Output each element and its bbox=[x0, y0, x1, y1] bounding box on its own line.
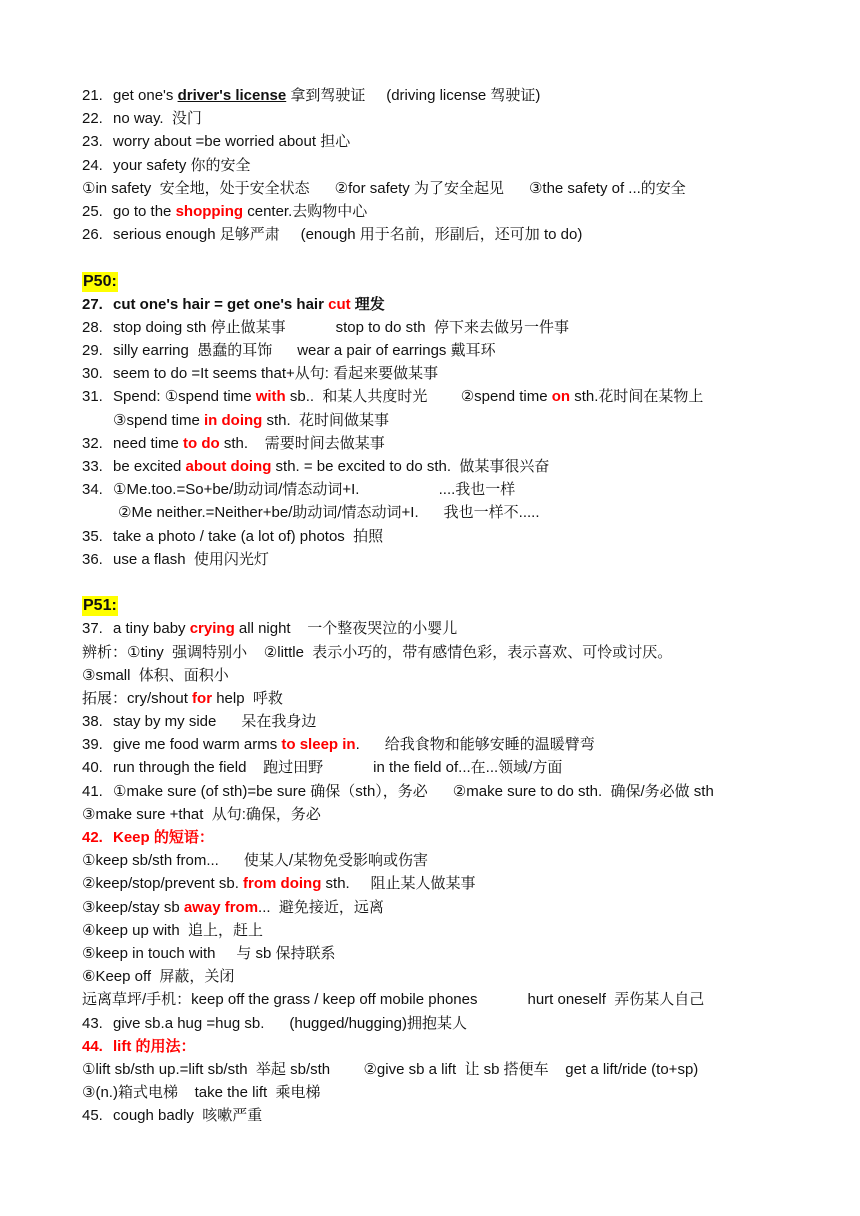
text-run: ①keep sb/sth from... 使某人/某物免受影响或伤害 bbox=[82, 852, 429, 870]
text-run: 拓展：cry/shout bbox=[82, 689, 193, 707]
text-run: with bbox=[255, 388, 286, 406]
text-run: sb.. 和某人共度时光 ②spend time bbox=[285, 388, 552, 406]
note-line bbox=[82, 501, 782, 524]
text-run: give sb.a hug =hug sb. (hugged/hugging)拥抱某人 bbox=[113, 1014, 467, 1032]
note-line bbox=[82, 316, 782, 339]
text-run: help 呼救 bbox=[212, 689, 283, 707]
note-line bbox=[82, 1081, 782, 1104]
text-run: ③spend time bbox=[113, 411, 204, 429]
note-line bbox=[82, 687, 782, 710]
text-run: run through the field 跑过田野 in the field of...在...领域/方面 bbox=[113, 759, 563, 777]
text-run: seem to do =It seems that+从句: 看起来要做某事 bbox=[113, 365, 439, 383]
text-run: serious enough 足够严肃 (enough 用于名前，形副后，还可加 to do) bbox=[113, 226, 583, 244]
text-run: all night 一个整夜哭泣的小婴儿 bbox=[234, 620, 458, 638]
text-run: Keep 的短语： bbox=[113, 829, 214, 846]
text-run: no way. 没门 bbox=[113, 110, 202, 128]
item-number: 42. bbox=[82, 829, 103, 846]
text-run: ③small 体积、面积小 bbox=[82, 666, 229, 684]
text-run: ①make sure (of sth)=be sure 确保（sth），务必 ②make sure to do sth. 确保/务必做 sth bbox=[113, 782, 714, 800]
item-number: 23. bbox=[82, 133, 103, 151]
text-run: shopping bbox=[175, 202, 244, 220]
note-line bbox=[82, 154, 782, 177]
item-number: 25. bbox=[82, 202, 103, 220]
note-line bbox=[82, 896, 782, 919]
note-line bbox=[82, 733, 782, 756]
document-body bbox=[82, 84, 782, 1127]
item-number: 45. bbox=[82, 1107, 103, 1125]
item-number: 35. bbox=[82, 527, 103, 545]
text-run: sth. 阻止某人做某事 bbox=[321, 875, 476, 893]
item-number: 27. bbox=[82, 295, 103, 313]
note-line bbox=[82, 942, 782, 965]
text-run: stop doing sth 停止做某事 stop to do sth 停下来去做另一件事 bbox=[113, 318, 569, 336]
text-run: lift 的用法： bbox=[113, 1037, 196, 1055]
text-run: ③keep/stay sb bbox=[82, 898, 184, 916]
text-run: P51: bbox=[83, 597, 117, 615]
text-run: cut one's hair = get one's hair bbox=[113, 295, 329, 313]
text-run: be excited bbox=[113, 458, 186, 475]
text-run: from doing bbox=[243, 875, 322, 893]
item-number: 28. bbox=[82, 318, 103, 336]
note-line bbox=[82, 177, 782, 200]
note-line bbox=[82, 478, 782, 501]
note-line bbox=[82, 872, 782, 895]
note-line bbox=[82, 339, 782, 362]
note-line bbox=[82, 385, 782, 408]
note-line bbox=[82, 432, 782, 455]
text-run: sth. = be excited to do sth. 做某事很兴奋 bbox=[271, 458, 550, 475]
note-line bbox=[82, 1035, 782, 1058]
note-line bbox=[82, 525, 782, 548]
note-line bbox=[82, 130, 782, 153]
section-heading bbox=[82, 270, 782, 293]
item-number: 34. bbox=[82, 481, 103, 499]
page-heading-label bbox=[82, 596, 118, 616]
note-line bbox=[82, 84, 782, 107]
text-run: need time bbox=[113, 434, 184, 452]
item-number: 22. bbox=[82, 110, 103, 128]
item-number: 33. bbox=[82, 458, 103, 475]
text-run: to do bbox=[183, 434, 220, 452]
text-run: ④keep up with 追上，赶上 bbox=[82, 921, 264, 939]
note-line bbox=[82, 641, 782, 664]
note-line bbox=[82, 849, 782, 872]
text-run: cough badly 咳嗽严重 bbox=[113, 1107, 263, 1125]
item-number: 43. bbox=[82, 1014, 103, 1032]
note-line bbox=[82, 362, 782, 385]
text-run: P50: bbox=[83, 272, 117, 290]
text-run: ③make sure +that 从句:确保，务必 bbox=[82, 805, 321, 823]
text-run: give me food warm arms bbox=[113, 736, 282, 754]
note-line bbox=[82, 1058, 782, 1081]
note-line bbox=[82, 965, 782, 988]
item-number: 29. bbox=[82, 342, 103, 360]
text-run: silly earring 愚蠢的耳饰 wear a pair of earrings 戴耳环 bbox=[113, 342, 496, 360]
text-run: ②Me neither.=Neither+be/助动词/情态动词+I. 我也一样不..... bbox=[118, 504, 540, 522]
page-heading-label bbox=[82, 272, 118, 292]
text-run: ①Me.too.=So+be/助动词/情态动词+I. ....我也一样 bbox=[113, 481, 516, 499]
note-line bbox=[82, 710, 782, 733]
note-line bbox=[82, 988, 782, 1011]
text-run: take a photo / take (a lot of) photos 拍照 bbox=[113, 527, 384, 545]
text-run: worry about =be worried about 担心 bbox=[113, 133, 351, 151]
text-run: 辨析：①tiny 强调特别小 ②little 表示小巧的，带有感情色彩，表示喜欢、可怜或讨厌。 bbox=[82, 643, 673, 661]
text-run: ①in safety 安全地，处于安全状态 ②for safety 为了安全起见 ③the safety of ...的安全 bbox=[82, 179, 686, 197]
text-run: in doing bbox=[204, 411, 263, 429]
item-number: 36. bbox=[82, 550, 103, 568]
text-run: about doing bbox=[185, 458, 272, 475]
note-line bbox=[82, 780, 782, 803]
item-number: 39. bbox=[82, 736, 103, 754]
text-run: sth. 需要时间去做某事 bbox=[219, 434, 385, 452]
text-run: ③(n.)箱式电梯 take the lift 乘电梯 bbox=[82, 1084, 321, 1102]
text-run: ⑤keep in touch with 与 sb 保持联系 bbox=[82, 944, 336, 962]
text-run: Spend: ①spend time bbox=[113, 388, 256, 406]
item-number: 21. bbox=[82, 87, 103, 104]
text-run: . 给我食物和能够安睡的温暖臂弯 bbox=[355, 736, 595, 754]
item-number: 41. bbox=[82, 782, 103, 800]
text-run: sth. 花时间做某事 bbox=[262, 411, 390, 429]
item-number: 37. bbox=[82, 620, 103, 638]
text-run: to sleep in bbox=[281, 736, 356, 754]
text-run: go to the bbox=[113, 202, 176, 220]
note-line bbox=[82, 919, 782, 942]
item-number: 38. bbox=[82, 713, 103, 731]
text-run: sth.花时间在某物上 bbox=[570, 388, 704, 406]
text-run: center.去购物中心 bbox=[243, 202, 368, 220]
text-run: ⑥Keep off 屏蔽，关闭 bbox=[82, 968, 235, 986]
text-run: away from bbox=[183, 898, 259, 916]
text-run: crying bbox=[189, 620, 235, 638]
text-run: driver's license bbox=[177, 87, 287, 104]
text-run: 拿到驾驶证 (driving license 驾驶证) bbox=[286, 87, 541, 104]
note-line bbox=[82, 223, 782, 246]
item-number: 44. bbox=[82, 1037, 103, 1055]
text-run: on bbox=[551, 388, 571, 406]
text-run: 远离草坪/手机：keep off the grass / keep off mobile phones hurt oneself 弄伤某人自己 bbox=[82, 991, 705, 1009]
note-line bbox=[82, 1012, 782, 1035]
blank-line bbox=[82, 571, 782, 594]
note-line bbox=[82, 200, 782, 223]
item-number: 31. bbox=[82, 388, 103, 406]
note-line bbox=[82, 756, 782, 779]
item-number: 40. bbox=[82, 759, 103, 777]
note-line bbox=[82, 803, 782, 826]
text-run: ... 避免接近，远离 bbox=[258, 898, 384, 916]
text-run: your safety 你的安全 bbox=[113, 156, 251, 174]
text-run: cut bbox=[328, 295, 351, 313]
item-number: 32. bbox=[82, 434, 103, 452]
note-line bbox=[82, 548, 782, 571]
item-number: 30. bbox=[82, 365, 103, 383]
item-number: 26. bbox=[82, 226, 103, 244]
item-number: 24. bbox=[82, 156, 103, 174]
text-run: get one's bbox=[113, 87, 178, 104]
note-line bbox=[82, 455, 782, 478]
note-line bbox=[82, 293, 782, 316]
note-line bbox=[82, 664, 782, 687]
note-line bbox=[82, 409, 782, 432]
section-heading bbox=[82, 594, 782, 617]
note-line bbox=[82, 1104, 782, 1127]
text-run: ①lift sb/sth up.=lift sb/sth 举起 sb/sth ②give sb a lift 让 sb 搭便车 get a lift/ride (to+sp) bbox=[82, 1060, 699, 1078]
blank-line bbox=[82, 246, 782, 269]
note-line bbox=[82, 107, 782, 130]
text-run: a tiny baby bbox=[113, 620, 190, 638]
note-line bbox=[82, 826, 782, 849]
text-run: use a flash 使用闪光灯 bbox=[113, 550, 269, 568]
text-run: 理发 bbox=[350, 295, 385, 313]
text-run: for bbox=[192, 689, 213, 707]
note-line bbox=[82, 617, 782, 640]
text-run: stay by my side 呆在我身边 bbox=[113, 713, 317, 731]
text-run: ②keep/stop/prevent sb. bbox=[82, 875, 244, 893]
